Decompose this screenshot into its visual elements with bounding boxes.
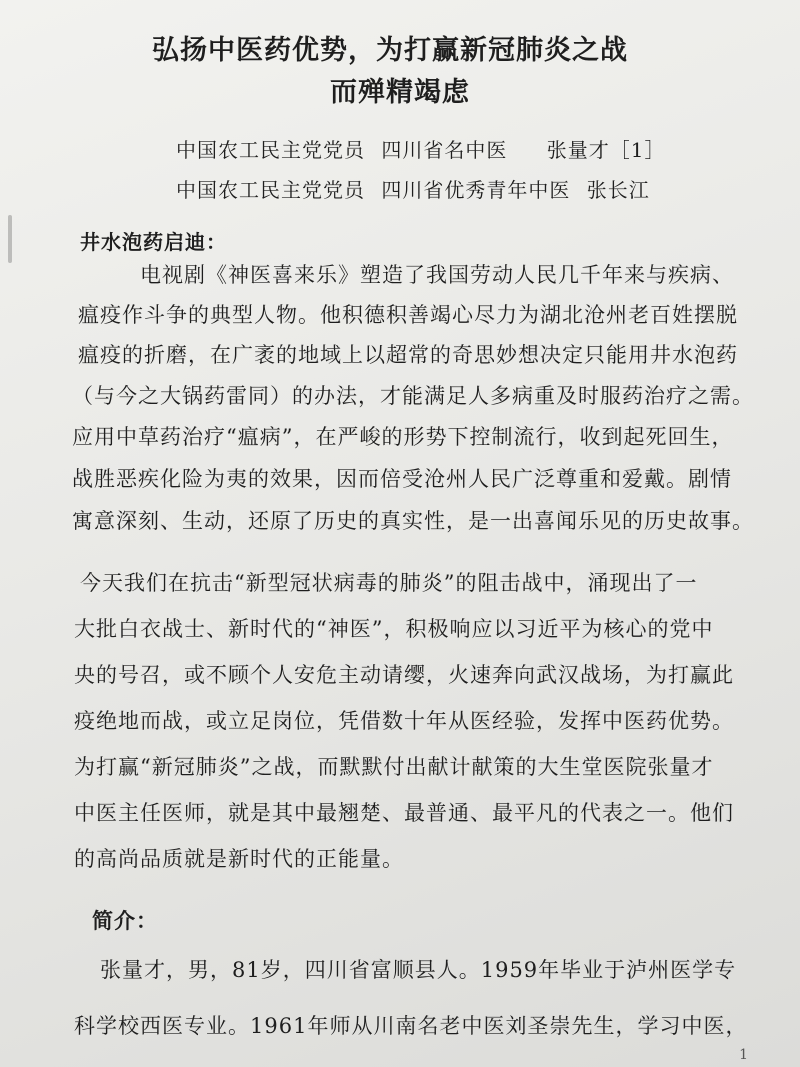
text-line: 战胜恶疾化险为夷的效果，因而倍受沧州人民广泛尊重和爱戴。剧情 [72, 467, 732, 491]
text-line: 科学校西医专业。1961年师从川南名老中医刘圣崇先生，学习中医， [74, 1014, 748, 1038]
text-line: 今天我们在抗击“新型冠状病毒的肺炎”的阻击战中，涌现出了一 [80, 571, 698, 595]
paragraph-3 [74, 946, 764, 1050]
text-line: （与今之大锅药雷同）的办法，才能满足人多病重及时服药治疗之需。 [72, 384, 754, 408]
author-role: 四川省名中医 [381, 138, 508, 162]
section-heading-well-water: 井水泡药启迪： [80, 230, 227, 254]
paragraph-2 [74, 560, 734, 882]
text-line: 为打赢“新冠肺炎”之战，而默默付出献计献策的大生堂医院张量才 [74, 755, 714, 779]
document-title [0, 30, 760, 114]
text-line: 电视剧《神医喜来乐》塑造了我国劳动人民几千年来与疾病、 [140, 263, 734, 287]
text-line: 中医主任医师，就是其中最翘楚、最普通、最平凡的代表之一。他们 [74, 801, 734, 825]
title-line-1: 弘扬中医药优势，为打赢新冠肺炎之战 [152, 35, 628, 66]
text-line: 的高尚品质就是新时代的正能量。 [74, 847, 404, 871]
text-line: 央的号召，或不顾个人安危主动请缨，火速奔向武汉战场，为打赢此 [74, 663, 734, 687]
text-line: 张量才，男，81岁，四川省富顺县人。1959年毕业于泸州医学专 [100, 958, 737, 982]
page-number: 1 [739, 1047, 748, 1063]
section-heading-intro: 简介： [92, 908, 158, 933]
text-line: 寓意深刻、生动，还原了历史的真实性，是一出喜闻乐见的历史故事。 [72, 509, 754, 533]
title-line-2: 而殚精竭虑 [330, 77, 470, 108]
author-party: 中国农工民主党党员 [176, 138, 365, 162]
text-line: 疫绝地而战，或立足岗位，凭借数十年从医经验，发挥中医药优势。 [74, 709, 734, 733]
text-line: 大批白衣战士、新时代的“神医”，积极响应以习近平为核心的党中 [74, 617, 714, 641]
staple-mark [8, 215, 12, 263]
text-line: 应用中草药治疗“瘟病”，在严峻的形势下控制流行，收到起死回生， [72, 425, 734, 449]
author-name: 张长江 [586, 178, 650, 202]
text-line: 瘟疫作斗争的典型人物。他积德积善竭心尽力为湖北沧州老百姓摆脱 [78, 303, 738, 327]
author-line-2 [176, 174, 650, 203]
text-line: 瘟疫的折磨，在广袤的地域上以超常的奇思妙想决定只能用井水泡药 [78, 343, 738, 367]
author-role: 四川省优秀青年中医 [381, 178, 571, 202]
author-party: 中国农工民主党党员 [176, 178, 365, 202]
author-line-1 [176, 134, 665, 163]
author-name: 张量才［1］ [546, 138, 666, 162]
paragraph-1 [72, 256, 754, 540]
